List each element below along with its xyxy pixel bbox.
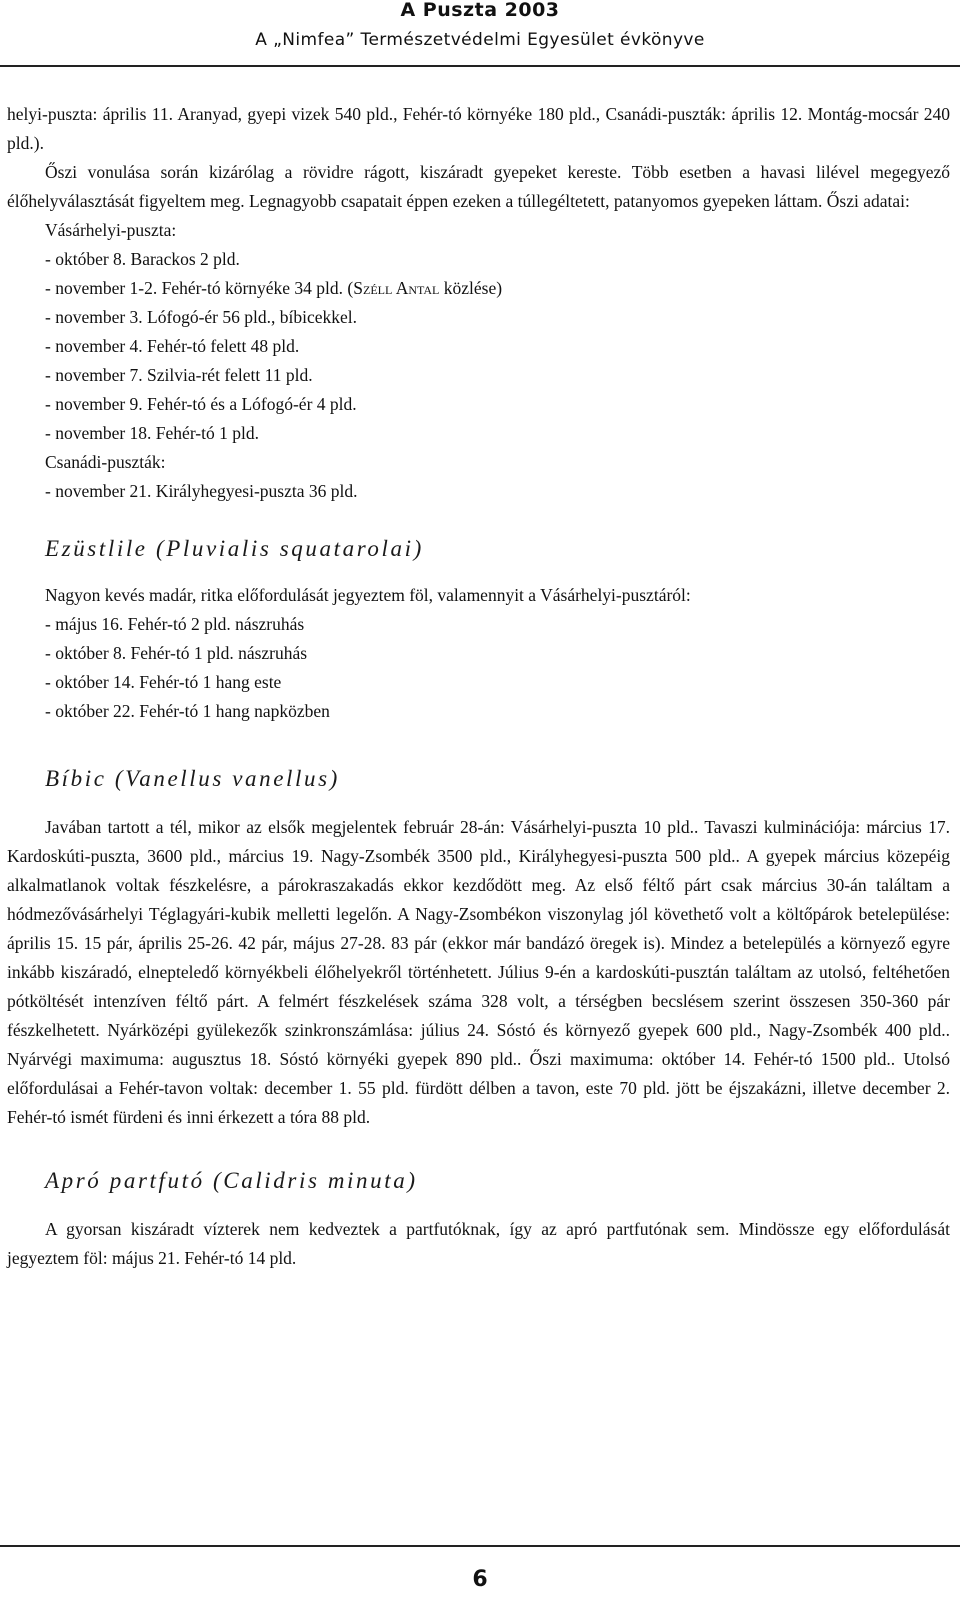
paragraph: Javában tartott a tél, mikor az elsők megjelentek február 28-án: Vásárhelyi-puszta 10 pld.. Tavaszi kulminációja: március 17. Kardoskúti-puszta, 3600 pld., március 19. Nagy-Zsombék 3500 pld., Királyhegyesi-puszta 500 pld.. A gyepek március közepéig alkalmatlanok voltak fészkelésre, a párokraszakadás ekkor kezdődött meg. Az első féltő párt csak március 30-án találtam a hódmezővásárhelyi Téglagyári-kubik melletti legelőn. A Nagy-Zsombékon viszonylag jól követhető volt a költőpárok betelepülése: április 15. 15 pár, április 25-26. 42 pár, május 27-28. 83 pár (ekkor már bandázó öregek is). Mindez a betelepülés a környező egyre inkább kiszáradó, elnepteledő környékbeli élőhelyekről történhetett. Július 9-én a kardoskúti-pusztán találtam az utolsó, feltéhetően pótköltését intenzíven féltő párt. A felmért fészkelések száma 328 volt, a térségben becslésem szerint összesen 350-360 pár fészkelhetett. Nyárközépi gyülekezők szinkronszámlása: július 24. Sóstó és környező gyepek 600 pld., Nagy-Zsombék 400 pld.. Nyárvégi maximuma: augusztus 18. Sóstó környéki gyepek 890 pld.. Őszi maximuma: október 14. Fehér-tó 1500 pld.. Utolsó előfordulásai a Fehér-tavon voltak: december 1. 55 pld. fürdött délben a tavon, este 70 pld. jött be éjszakázni, illetve december 2. Fehér-tó ismét fürdeni és inni érkezett a tóra 88 pld. [7,817,950,1127]
paragraph-autumn: Őszi vonulása során kizárólag a rövidre rágott, kiszáradt gyepeket kereste. Több esetben a havasi lilével megegyező élőhelyválasztását figyeltem meg. Legnagyobb csapatait éppen ezeken a túllegéltetett, patanyomos gyepeken láttam. Őszi adatai: [7,162,950,211]
list-item: - november 18. Fehér-tó 1 pld. [45,423,259,443]
list-item-text: közlése) [439,278,503,298]
list-item-text: - november 1-2. Fehér-tó környéke 34 pld. ( [45,278,354,298]
list-item: - október 8. Barackos 2 pld. [45,249,240,269]
species-heading: Apró partfutó (Calidris minuta) [45,1168,418,1193]
list-item: - november 21. Királyhegyesi-puszta 36 pld. [45,481,358,501]
list-item: - november 3. Lófogó-ér 56 pld., bíbicekkel. [45,307,357,327]
observer-name: Széll Antal [353,278,440,298]
observation-list [7,245,950,448]
list-item: - október 22. Fehér-tó 1 hang napközben [45,701,330,721]
paragraph: A gyorsan kiszáradt vízterek nem kedveztek a partfutóknak, így az apró partfutónak sem. Mindössze egy előfordulását jegyeztem föl: május 21. Fehér-tó 14 pld. [7,1219,950,1268]
journal-subtitle: A „Nimfea” Természetvédelmi Egyesület évkönyve [255,30,705,50]
section-species [7,764,950,1132]
species-heading: Ezüstlile (Pluvialis squatarolai) [45,536,424,561]
list-item: - november 7. Szilvia-rét felett 11 pld. [45,365,313,385]
list-item [7,274,950,303]
article-body [7,100,950,1273]
paragraph: Nagyon kevés madár, ritka előfordulását jegyeztem föl, valamennyit a Vásárhelyi-pusztáról: [45,585,691,605]
observation-list [7,477,950,506]
list-item: - október 8. Fehér-tó 1 pld. nászruhás [45,643,308,663]
page-number: 6 [472,1567,488,1592]
list-item: - november 9. Fehér-tó és a Lófogó-ér 4 pld. [45,394,357,414]
place-label: Csanádi-puszták: [45,452,166,472]
section-continuation [7,100,950,506]
journal-title: A Puszta 2003 [400,0,560,21]
observation-list [7,610,950,726]
section-species [7,534,950,726]
place-label: Vásárhelyi-puszta: [45,220,177,240]
species-heading: Bíbic (Vanellus vanellus) [45,766,340,791]
list-item: - november 4. Fehér-tó felett 48 pld. [45,336,300,356]
section-species [7,1166,950,1273]
list-item: - május 16. Fehér-tó 2 pld. nászruhás [45,614,305,634]
list-item: - október 14. Fehér-tó 1 hang este [45,672,282,692]
header-divider [0,65,960,67]
footer-divider [0,1545,960,1547]
paragraph-intro: helyi-puszta: április 11. Aranyad, gyepi vizek 540 pld., Fehér-tó környéke 180 pld., Csanádi-puszták: április 12. Montág-mocsár 240 pld.). [7,104,950,153]
